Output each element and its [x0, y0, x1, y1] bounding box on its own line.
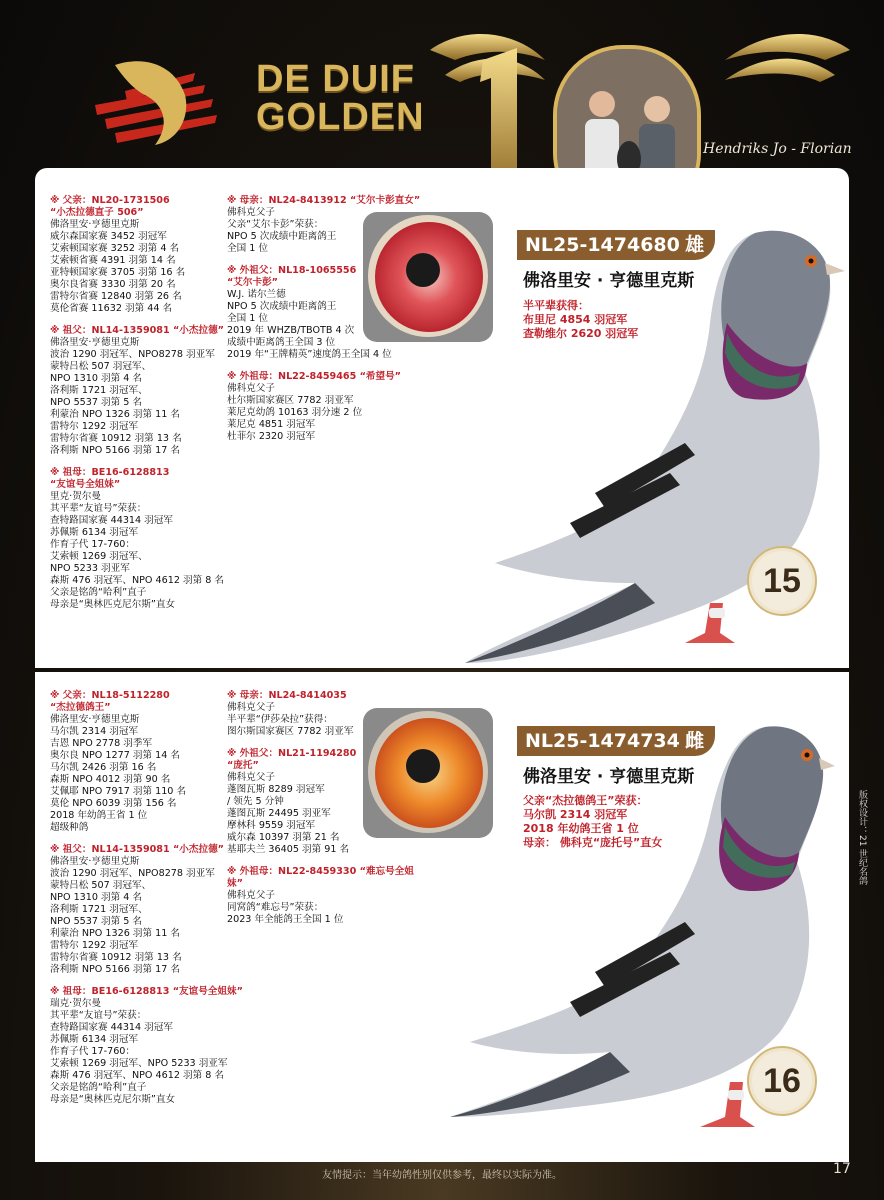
- pedigree-line: 杜菲尔 2320 羽冠军: [227, 431, 316, 442]
- pedigree-line: 艾索顿 1269 羽冠军、: [50, 551, 148, 562]
- pedigree-line: 洛利斯 1721 羽冠军、: [50, 904, 148, 915]
- pedigree-left-col-1: [50, 195, 250, 611]
- pedigree-line: 2018 年幼鸽王省 1 位: [50, 810, 148, 821]
- pedigree-line: 亚特顿国家赛 3705 羽第 16 名: [50, 267, 186, 278]
- father-name: “小杰拉德直子 506”: [50, 207, 144, 218]
- achievement-line: 马尔凯 2314 羽冠军: [523, 808, 628, 821]
- pedigree-line: 作育子代 17-760：: [50, 539, 135, 550]
- pedigree-line: 佛洛里安·亨德里克斯: [50, 856, 140, 867]
- pedigree-line: 波治 1290 羽冠军、NPO8278 羽亚军: [50, 349, 215, 360]
- pedigree-line: 半平辈“伊莎朵拉”获得：: [227, 714, 333, 725]
- father-title: ※ 父亲：NL18-5112280: [50, 690, 170, 701]
- pedigree-line: 佛科克父子: [227, 890, 275, 901]
- achievement-line: 父亲“杰拉德鸽王”荣获：: [523, 794, 648, 807]
- pedigree-line: 雷特尔 1292 羽冠军: [50, 421, 139, 432]
- pedigree-line: 奥尔良 NPO 1277 羽第 14 名: [50, 750, 180, 761]
- pedigree-line: 莫伦省赛 11632 羽第 44 名: [50, 303, 173, 314]
- pedigree-line: NPO 5537 羽第 5 名: [50, 916, 143, 927]
- pedigree-line: 作育子代 17-760：: [50, 1046, 135, 1057]
- mother-title: ※ 母亲：NL24-8414035: [227, 690, 347, 701]
- pedigree-line: NPO 1310 羽第 4 名: [50, 373, 143, 384]
- pedigree-line: 雷特尔省赛 10912 羽第 13 名: [50, 433, 182, 444]
- pedigree-line: 马尔凯 2426 羽第 16 名: [50, 762, 157, 773]
- grandfather-title: ※ 祖父：NL14-1359081 “小杰拉德”: [50, 844, 224, 855]
- pedigree-line: 奥尔良省赛 3330 羽第 20 名: [50, 279, 176, 290]
- pedigree-line: 里克·贺尔曼: [50, 491, 102, 502]
- dove-logo-icon: [85, 45, 225, 155]
- pedigree-left-col-2: [50, 690, 250, 1106]
- pedigree-line: 森斯 476 羽冠军、NPO 4612 羽第 8 名: [50, 1070, 224, 1081]
- pedigree-line: 查特路国家赛 44314 羽冠军: [50, 515, 173, 526]
- pedigree-line: 利蒙治 NPO 1326 羽第 11 名: [50, 409, 180, 420]
- pedigree-line: 艾索顿 1269 羽冠军、NPO 5233 羽亚军: [50, 1058, 228, 1069]
- pedigree-line: 2019 年“王牌精英”速度鸽王全国 4 位: [227, 349, 392, 360]
- grandmother-title: ※ 祖母：BE16-6128813 “友谊号全姐妹”: [50, 986, 243, 997]
- pedigree-line: 森斯 476 羽冠军、NPO 4612 羽第 8 名: [50, 575, 224, 586]
- pedigree-line: NPO 5 次成绩中距离鸽王: [227, 231, 337, 242]
- pedigree-line: 森斯 NPO 4012 羽第 90 名: [50, 774, 171, 785]
- breeder-name: 佛洛里安 · 亨德里克斯: [523, 767, 695, 787]
- pedigree-line: 艾佩耶 NPO 7917 羽第 110 名: [50, 786, 187, 797]
- pedigree-line: 艾索顿国家赛 3252 羽第 4 名: [50, 243, 180, 254]
- pedigree-line: 莫伦 NPO 6039 羽第 156 名: [50, 798, 177, 809]
- maternal-grandfather-title: ※ 外祖父：NL21-1194280: [227, 748, 357, 759]
- pedigree-line: 莱尼克 4851 羽冠军: [227, 419, 316, 430]
- grandmother-name: “友谊号全姐妹”: [50, 479, 121, 490]
- father-title: ※ 父亲：NL20-1731506: [50, 195, 170, 206]
- maternal-grandfather-name: “艾尔卡彭”: [227, 277, 278, 288]
- bird-panel-2: [35, 672, 849, 1162]
- sex-label: 雄: [685, 234, 705, 256]
- maternal-grandmother-title: ※ 外祖母：NL22-8459330 “难忘号全姐妹”: [227, 866, 414, 889]
- pedigree-line: 洛利斯 NPO 5166 羽第 17 名: [50, 964, 180, 975]
- brand-line-1: DE DUIF: [256, 58, 415, 100]
- ring-number: NL25-1474680: [525, 234, 680, 256]
- pedigree-line: 艾索顿省赛 4391 羽第 14 名: [50, 255, 176, 266]
- pedigree-line: 超级种鸽: [50, 822, 89, 833]
- ring-number: NL25-1474734: [525, 730, 680, 752]
- pedigree-line: 苏佩斯 6134 羽冠军: [50, 1034, 139, 1045]
- pedigree-line: 雷特尔省赛 12840 羽第 26 名: [50, 291, 182, 302]
- pedigree-line: 洛利斯 NPO 5166 羽第 17 名: [50, 445, 180, 456]
- pedigree-line: 父亲“艾尔卡彭”荣获：: [227, 219, 324, 230]
- achievement-line: 母亲： 佛科克“庞托号”直女: [523, 836, 663, 849]
- sex-label: 雌: [685, 730, 705, 752]
- pedigree-line: 2019 年 WHZB/TBOTB 4 次: [227, 325, 355, 336]
- pedigree-line: 杜尔斯国家赛区 7782 羽亚军: [227, 395, 354, 406]
- pedigree-line: NPO 5233 羽亚军: [50, 563, 130, 574]
- side-credit: 版权设计：21 世纪名鸽: [857, 790, 867, 886]
- grandmother-title: ※ 祖母：BE16-6128813: [50, 467, 170, 478]
- pedigree-line: 全国 1 位: [227, 313, 268, 324]
- achievement-line: 2018 年幼鸽王省 1 位: [523, 822, 639, 835]
- pedigree-line: 母亲是“奥林匹克尼尔斯”直女: [50, 1094, 176, 1105]
- maternal-grandfather-name: “庞托”: [227, 760, 259, 771]
- achievement-line: 布里尼 4854 羽冠军: [523, 313, 628, 326]
- achievement-line: 查勒维尔 2620 羽冠军: [523, 327, 639, 340]
- brand-line-2: GOLDEN: [256, 96, 425, 138]
- bird-panel-1: [35, 168, 849, 668]
- pedigree-line: 图尔斯国家赛区 7782 羽亚军: [227, 726, 354, 737]
- pedigree-line: 雷特尔省赛 10912 羽第 13 名: [50, 952, 182, 963]
- pedigree-line: 洛利斯 1721 羽冠军、: [50, 385, 148, 396]
- footer-note: 友情提示：当年幼鸽性别仅供参考，最终以实际为准。: [322, 1170, 562, 1181]
- pedigree-line: 蒙特吕松 507 羽冠军、: [50, 880, 152, 891]
- pedigree-line: 雷特尔 1292 羽冠军: [50, 940, 139, 951]
- pedigree-line: 2023 年全能鸽王全国 1 位: [227, 914, 344, 925]
- pedigree-line: 佛科克父子: [227, 772, 275, 783]
- pedigree-line: 马尔凯 2314 羽冠军: [50, 726, 139, 737]
- pedigree-line: 佛洛里安·亨德里克斯: [50, 337, 140, 348]
- catalog-number-badge: 15: [747, 546, 817, 616]
- maternal-grandmother-title: ※ 外祖母：NL22-8459465 “希望号”: [227, 371, 401, 382]
- pedigree-line: 佛洛里安·亨德里克斯: [50, 219, 140, 230]
- owner-signature: Hendriks Jo - Florian: [703, 141, 852, 157]
- pedigree-line: 同窝鸽“难忘号”荣获：: [227, 902, 324, 913]
- pedigree-line: 佛科克父子: [227, 207, 275, 218]
- pedigree-line: NPO 5537 羽第 5 名: [50, 397, 143, 408]
- pedigree-line: 利蒙治 NPO 1326 羽第 11 名: [50, 928, 180, 939]
- pedigree-line: 其平辈“友谊号”荣获：: [50, 1010, 147, 1021]
- pedigree-line: 查特路国家赛 44314 羽冠军: [50, 1022, 173, 1033]
- pedigree-line: 莱尼克幼鸽 10163 羽分速 2 位: [227, 407, 363, 418]
- pedigree-line: 全国 1 位: [227, 243, 268, 254]
- pedigree-line: 蓬图瓦斯 8289 羽冠军: [227, 784, 325, 795]
- pedigree-line: 佛科克父子: [227, 702, 275, 713]
- brand-title: [256, 60, 425, 136]
- father-name: “杰拉德鸽王”: [50, 702, 111, 713]
- pedigree-line: 佛洛里安·亨德里克斯: [50, 714, 140, 725]
- achievement-line: 半平辈获得：: [523, 299, 589, 312]
- pedigree-line: W.J. 诺尔兰德: [227, 289, 286, 300]
- pedigree-line: 瑞克·贺尔曼: [50, 998, 102, 1009]
- grandfather-title: ※ 祖父：NL14-1359081 “小杰拉德”: [50, 325, 224, 336]
- pedigree-line: 母亲是“奥林匹克尼尔斯”直女: [50, 599, 176, 610]
- pedigree-line: 苏佩斯 6134 羽冠军: [50, 527, 139, 538]
- pedigree-line: 父亲是铭鸽“哈利”直子: [50, 1082, 147, 1093]
- pedigree-line: 摩林科 9559 羽冠军: [227, 820, 316, 831]
- catalog-number-badge: 16: [747, 1046, 817, 1116]
- pedigree-line: NPO 1310 羽第 4 名: [50, 892, 143, 903]
- pedigree-line: NPO 5 次成绩中距离鸽王: [227, 301, 337, 312]
- pedigree-line: 吉恩 NPO 2778 羽季军: [50, 738, 153, 749]
- pedigree-line: 蓬图瓦斯 24495 羽亚军: [227, 808, 331, 819]
- pedigree-line: 威尔森 10397 羽第 21 名: [227, 832, 340, 843]
- pedigree-line: 佛科克父子: [227, 383, 275, 394]
- pedigree-line: 其平辈“友谊号”荣获：: [50, 503, 147, 514]
- pedigree-line: / 领先 5 分钟: [227, 796, 284, 807]
- pedigree-line: 波治 1290 羽冠军、NPO8278 羽亚军: [50, 868, 215, 879]
- pedigree-line: 威尔森国家赛 3452 羽冠军: [50, 231, 167, 242]
- pedigree-line: 成绩中距离鸽王全国 3 位: [227, 337, 336, 348]
- pedigree-line: 蒙特吕松 507 羽冠军、: [50, 361, 152, 372]
- breeder-name: 佛洛里安 · 亨德里克斯: [523, 271, 695, 291]
- mother-title: ※ 母亲：NL24-8413912 “艾尔卡彭直女”: [227, 195, 421, 206]
- pedigree-line: 基耶夫兰 36405 羽第 91 名: [227, 844, 350, 855]
- page-number: 17: [833, 1161, 851, 1177]
- pedigree-line: 父亲是铭鸽“哈利”直子: [50, 587, 147, 598]
- maternal-grandfather-title: ※ 外祖父：NL18-1065556: [227, 265, 357, 276]
